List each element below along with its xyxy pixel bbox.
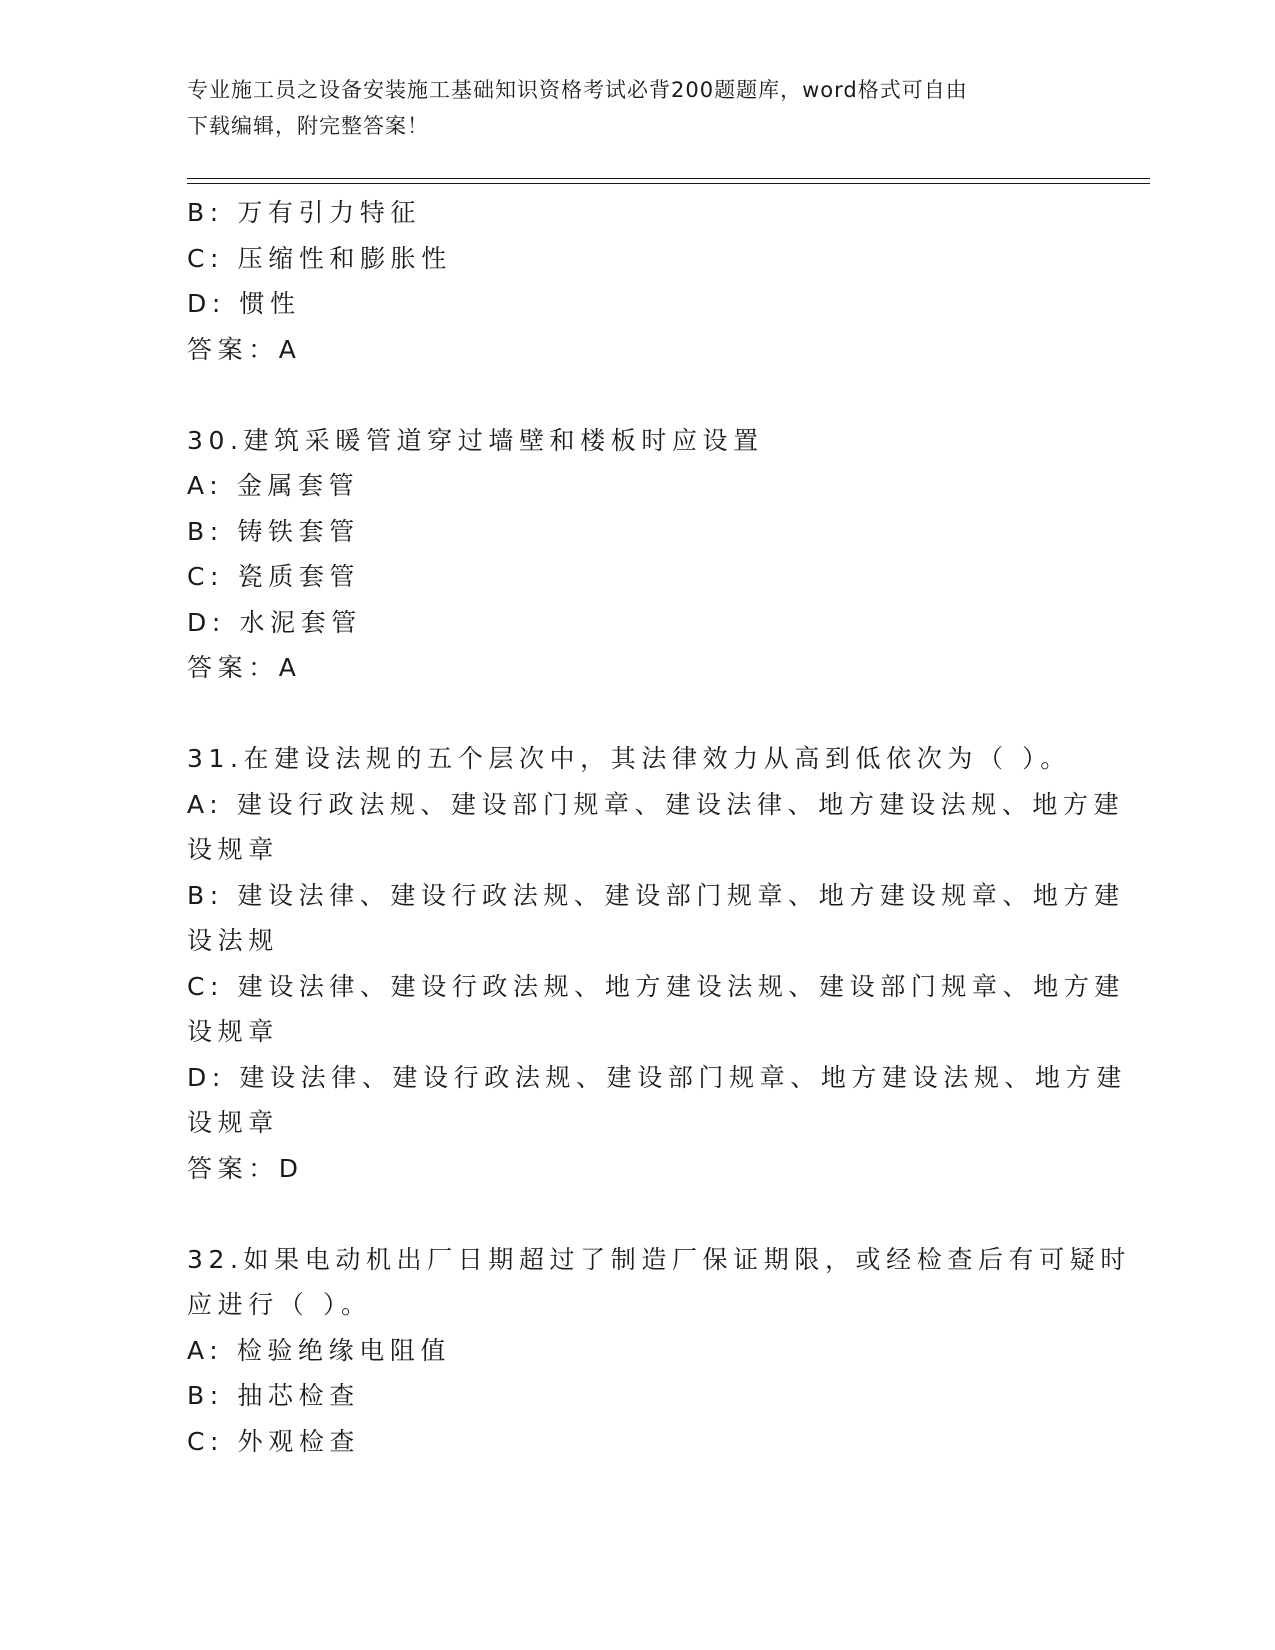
answer-line: 答案：A bbox=[187, 653, 302, 682]
option-b: B: 铸铁套管 bbox=[187, 516, 360, 546]
header-rule-top bbox=[187, 178, 1150, 179]
answer-line: 答案：A bbox=[187, 334, 302, 364]
option-c: C: 外观检查 bbox=[187, 1426, 361, 1456]
question-stem-line-2: 应进行（ ）。 bbox=[187, 1290, 372, 1319]
question-31 bbox=[187, 736, 1127, 1191]
option-b-line-2: 设法规 bbox=[187, 926, 279, 955]
option-a: A: 金属套管 bbox=[187, 471, 360, 500]
option-d-line-1: D: 建设法律、建设行政法规、建设部门规章、地方建设法规、地方建 bbox=[187, 1062, 1127, 1092]
option-b-line-1: B: 建设法律、建设行政法规、建设部门规章、地方建设规章、地方建 bbox=[187, 880, 1125, 910]
spacer bbox=[187, 1191, 1087, 1237]
option-d: D: 惯性 bbox=[187, 289, 301, 318]
question-stem: 30.建筑采暖管道穿过墙壁和楼板时应设置 bbox=[187, 425, 764, 455]
option-b: B: 万有引力特征 bbox=[187, 198, 421, 227]
question-30 bbox=[187, 418, 1087, 691]
question-29-tail bbox=[187, 190, 1087, 372]
header-title-line-2: 下载编辑，附完整答案！ bbox=[187, 114, 429, 138]
answer-line: 答案：D bbox=[187, 1153, 304, 1183]
question-stem: 31.在建设法规的五个层次中，其法律效力从高到低依次为（ ）。 bbox=[187, 744, 1071, 773]
question-list bbox=[187, 190, 1131, 1464]
question-stem-line-1: 32.如果电动机出厂日期超过了制造厂保证期限，或经检查后有可疑时 bbox=[187, 1244, 1131, 1274]
page-header bbox=[187, 72, 1087, 144]
option-d: D: 水泥套管 bbox=[187, 607, 362, 637]
option-a-line-2: 设规章 bbox=[187, 835, 279, 864]
header-rule-bottom bbox=[187, 183, 1150, 184]
option-d-line-2: 设规章 bbox=[187, 1108, 279, 1137]
spacer bbox=[187, 372, 1087, 418]
header-title-line-1: 专业施工员之设备安装施工基础知识资格考试必背200题题库，word格式可自由 bbox=[187, 78, 968, 102]
option-c: C: 压缩性和膨胀性 bbox=[187, 243, 452, 273]
question-32 bbox=[187, 1237, 1131, 1465]
spacer bbox=[187, 691, 1087, 737]
option-c-line-1: C: 建设法律、建设行政法规、地方建设法规、建设部门规章、地方建 bbox=[187, 971, 1126, 1001]
option-a-line-1: A: 建设行政法规、建设部门规章、建设法律、地方建设法规、地方建 bbox=[187, 789, 1125, 819]
option-c: C: 瓷质套管 bbox=[187, 562, 361, 591]
option-a: A: 检验绝缘电阻值 bbox=[187, 1335, 452, 1365]
option-c-line-2: 设规章 bbox=[187, 1017, 279, 1046]
option-b: B: 抽芯检查 bbox=[187, 1381, 360, 1410]
